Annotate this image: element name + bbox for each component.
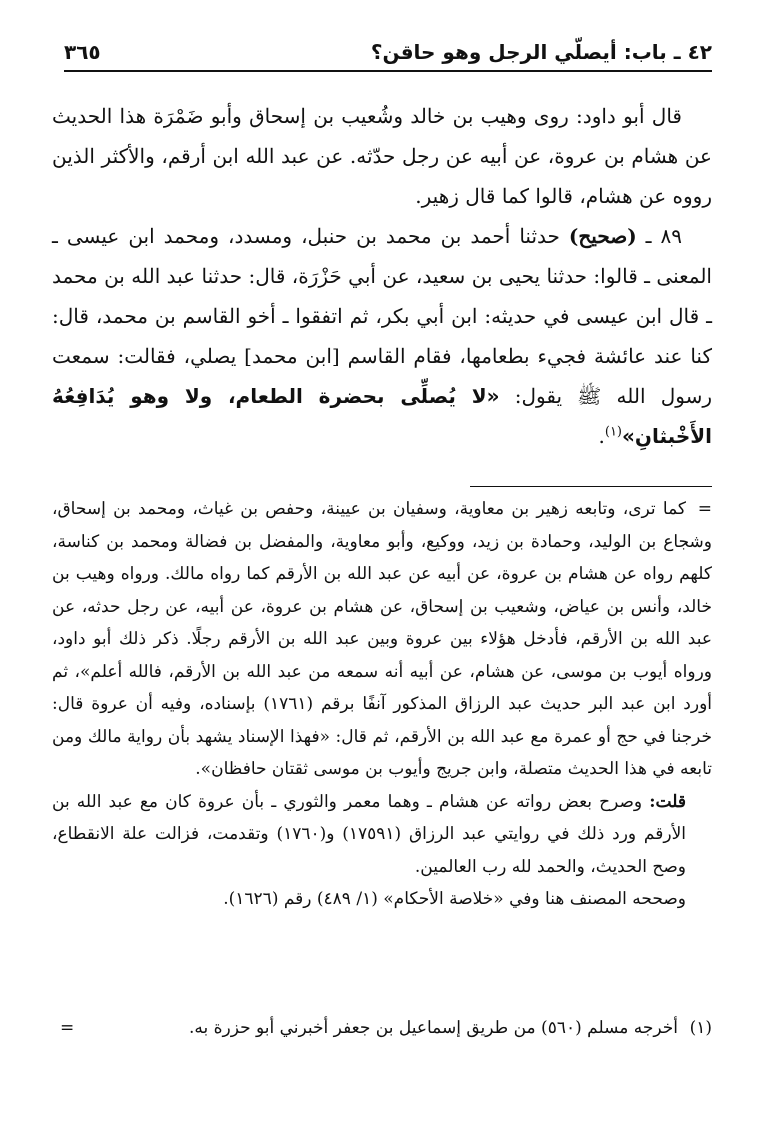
- footnote-ref[interactable]: (١): [604, 424, 622, 440]
- hadith-number: ٨٩ ـ: [645, 224, 683, 248]
- commentary-text: كما ترى، وتابعه زهير بن معاوية، وسفيان بن عيينة، وحفص بن غياث، ومحمد بن إسحاق، وشجاع بن الوليد، وحمادة بن زيد، ووكيع، وأبو معاوية، والمفضل بن فضالة ومحمد بن كناسة، كلهم رواه عن هشام بن عروة، عن أبيه عن عبد الله بن الأرقم كما رواه مالك. ورواه وهيب بن خالد، وأنس بن عياض، وشعيب بن إسحاق، عن هشام بن عروة، عن أبيه، عن رجل حدثه، عن عبد الله بن الأرقم، فأدخل هؤلاء بين عروة وبين عبد الله بن الأرقم رجلًا. ذكر ذلك أبو داود، ورواه أيوب بن موسى، عن هشام، عن أبيه أنه سمعه من عبد الله بن الأرقم، فالله أعلم»، ثم أورد ابن عبد البر حديث عبد الرزاق المذكور آنفًا برقم (١٧٦١) بإسناده، وفيه أن عروة قال: خرجنا في حج أو عمرة مع عبد الله بن الأرقم، ثم قال: «فهذا الإسناد يشهد بأن رواية مالك ومن تابعه في هذا الحديث متصلة، وابن جريج وأيوب بن موسى ثقتان حافظان».: [52, 499, 712, 779]
- commentary-notes: [52, 493, 712, 916]
- hadith-quote: «لا يُصلِّى بحضرة الطعام، ولا وهو يُدَافِعُهُ الأَخْبثانِ»: [52, 384, 712, 448]
- continuation-marker: =: [697, 499, 712, 519]
- hadith-89: [52, 216, 712, 456]
- hadith-grade: (صحيح): [568, 224, 637, 248]
- abu-dawud-comment: قال أبو داود: روى وهيب بن خالد وشُعيب بن إسحاق وأبو ضَمْرَة هذا الحديث عن هشام بن عروة، عن أبيه عن رجل حدّثه. عن عبد الله ابن أرقم، والأكثر الذين رووه عن هشام، قالوا كما قال زهير.: [52, 104, 712, 208]
- main-text: [52, 96, 712, 456]
- footnote-continuation-marker: =: [60, 1018, 75, 1038]
- hadith-text: حدثنا أحمد بن محمد بن حنبل، ومسدد، ومحمد ابن عيسى ـ المعنى ـ قالوا: حدثنا يحيى بن سعيد، عن أبي حَزْرَة، قال: حدثنا عبد الله بن محمد ـ قال ابن عيسى في حديثه: ابن أبي بكر، ثم اتفقوا ـ أخو القاسم بن محمد، قال: كنا عند عائشة فجيء بطعامها، فقام القاسم [ابن محمد] يصلي، فقالت: سمعت رسول الله ﷺ يقول:: [52, 224, 712, 408]
- page-number: ٣٦٥: [64, 40, 101, 64]
- chapter-title: ٤٢ ـ باب: أيصلّي الرجل وهو حاقن؟: [370, 40, 712, 64]
- qult-paragraph: [52, 786, 712, 884]
- qult-text: وصرح بعض رواته عن هشام ـ وهما معمر والثوري ـ بأن عروة كان مع عبد الله بن الأرقم ورد ذلك في روايتي عبد الرزاق (١٧٥٩١) و(١٧٦٠) وتقدمت، فزالت علة الانقطاع، وصح الحديث، والحمد لله رب العالمين.: [52, 791, 686, 877]
- footnote-separator: [470, 486, 712, 487]
- authentication-paragraph: وصححه المصنف هنا وفي «خلاصة الأحكام» (١/ ٤٨٩) رقم (١٦٢٦).: [223, 889, 686, 909]
- footnote-1: [60, 1013, 712, 1043]
- commentary-paragraph: [52, 493, 712, 786]
- footnote-number: (١): [689, 1018, 712, 1038]
- qult-label: قلت:: [649, 791, 686, 812]
- end-mark: .: [598, 424, 605, 448]
- header-rule: [64, 70, 712, 72]
- page-header: [64, 38, 712, 78]
- footnote-text: أخرجه مسلم (٥٦٠) من طريق إسماعيل بن جعفر أخبرني أبو حزرة به.: [188, 1018, 678, 1038]
